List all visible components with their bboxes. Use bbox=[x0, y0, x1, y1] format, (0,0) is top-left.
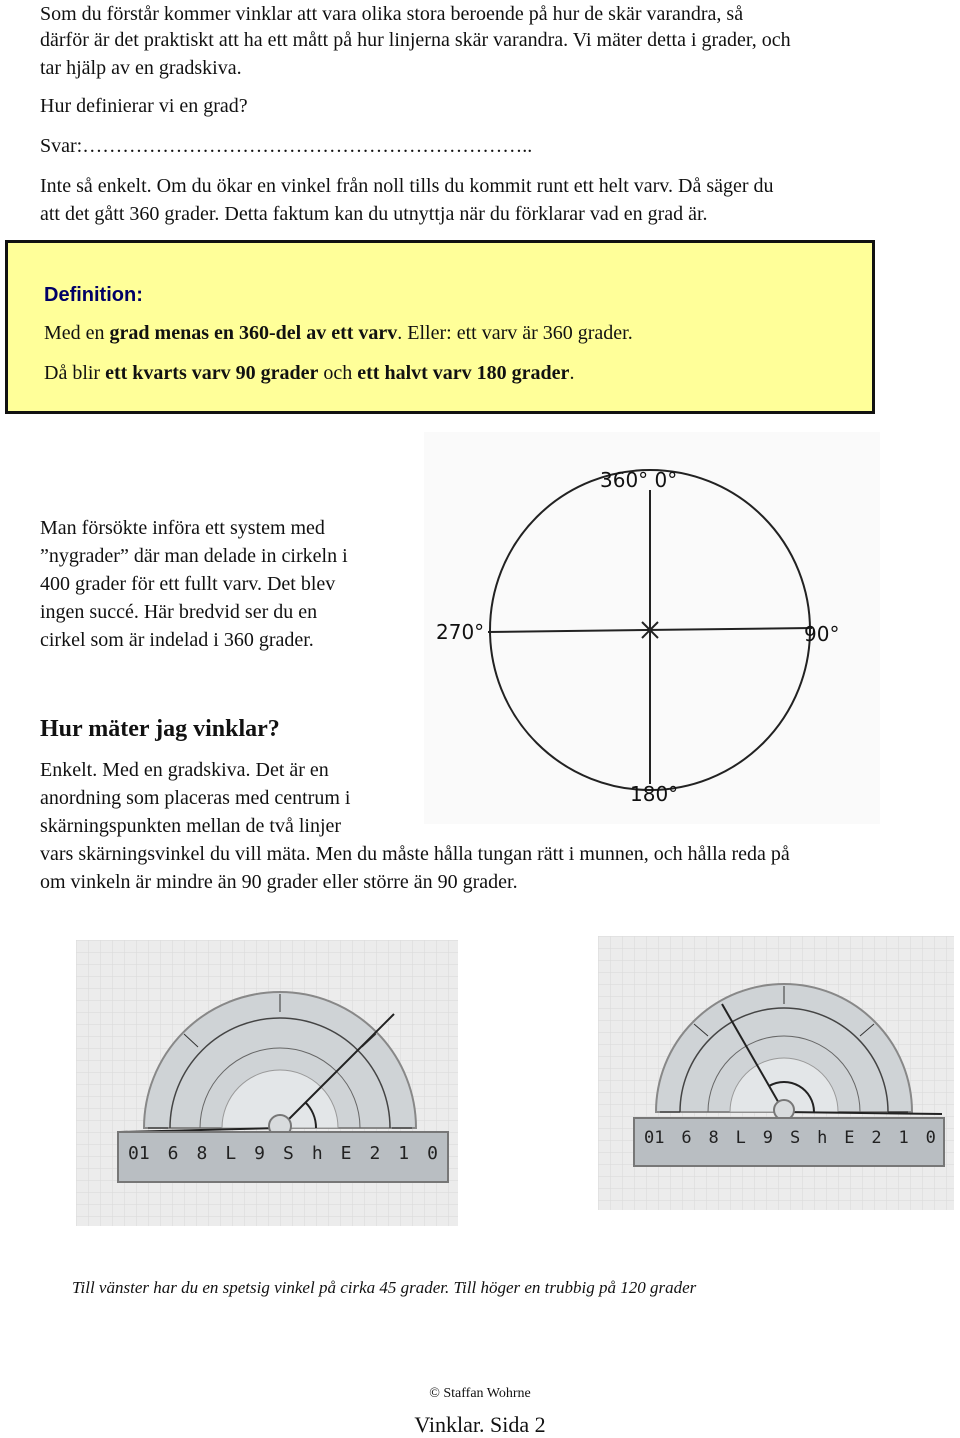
photo-caption: Till vänster har du en spetsig vinkel på cirka 45 grader. Till höger en trubbig på 120 grader bbox=[72, 1278, 697, 1297]
ruler-digit: L bbox=[225, 1143, 237, 1164]
definition-line-2-e: . bbox=[569, 362, 575, 384]
intro-line-2: därför är det praktiskt att ha ett mått på hur linjerna skär varandra. Vi mäter detta i grader, och bbox=[40, 29, 791, 51]
nygrader-line-1: Man försökte införa ett system med bbox=[40, 517, 325, 539]
ruler-digit: 2 bbox=[871, 1128, 882, 1148]
ruler-digit: 01 bbox=[644, 1128, 665, 1148]
label-360-0: 360° 0° bbox=[600, 468, 678, 492]
definition-line-1-c: . Eller: ett varv är 360 grader. bbox=[397, 322, 633, 344]
ruler-digits-right bbox=[644, 1128, 936, 1148]
definition-line-1-b: grad menas en 360-del av ett varv bbox=[109, 322, 398, 344]
protractor-photo-45 bbox=[76, 940, 458, 1226]
definition-box bbox=[5, 240, 875, 414]
ruler-digit: 1 bbox=[898, 1128, 909, 1148]
intro-line-3: tar hjälp av en gradskiva. bbox=[40, 57, 242, 79]
measure-line-4: vars skärningsvinkel du vill mäta. Men du måste hålla tungan rätt i munnen, och hålla reda på bbox=[40, 843, 790, 865]
measure-line-3: skärningspunkten mellan de två linjer bbox=[40, 815, 342, 837]
ruler-digit: 0 bbox=[925, 1128, 936, 1148]
intro-line-1: Som du förstår kommer vinklar att vara olika stora beroende på hur de skär varandra, så bbox=[40, 3, 744, 25]
intro-line-5: att det gått 360 grader. Detta faktum kan du utnyttja när du förklarar vad en grad är. bbox=[40, 203, 708, 225]
answer-line: Svar:………………………………………………………….. bbox=[40, 135, 533, 157]
ruler-digits-left bbox=[128, 1143, 438, 1164]
definition-line-1-a: Med en bbox=[44, 322, 110, 344]
ruler-digit: 8 bbox=[708, 1128, 719, 1148]
measure-line-5: om vinkeln är mindre än 90 grader eller större än 90 grader. bbox=[40, 871, 518, 893]
definition-line-2-c: och bbox=[318, 362, 358, 384]
ruler-digit: 01 bbox=[128, 1143, 150, 1164]
protractor-45-drawing bbox=[76, 940, 458, 1226]
copyright: © Staffan Wohrne bbox=[429, 1386, 531, 1401]
definition-line-2-a: Då blir bbox=[44, 362, 106, 384]
label-90: 90° bbox=[804, 622, 840, 646]
ruler-digit: 1 bbox=[398, 1143, 410, 1164]
page-number: Vinklar. Sida 2 bbox=[414, 1412, 546, 1437]
definition-title: Definition: bbox=[44, 284, 143, 306]
ruler-digit: S bbox=[282, 1143, 294, 1164]
ruler-digit: 2 bbox=[369, 1143, 381, 1164]
intro-question: Hur definierar vi en grad? bbox=[40, 95, 248, 117]
ruler-digit: E bbox=[340, 1143, 352, 1164]
definition-line-2-d: ett halvt varv 180 grader bbox=[357, 362, 570, 384]
definition-line-1 bbox=[44, 319, 633, 347]
ruler-digit: 9 bbox=[254, 1143, 265, 1164]
ruler-digit: 6 bbox=[681, 1128, 692, 1148]
intro-line-4: Inte så enkelt. Om du ökar en vinkel från noll tills du kommit runt ett helt varv. Då säger du bbox=[40, 175, 774, 197]
ruler-digit: 0 bbox=[427, 1143, 438, 1164]
measure-line-1: Enkelt. Med en gradskiva. Det är en bbox=[40, 759, 329, 781]
label-180: 180° bbox=[630, 782, 679, 806]
ruler-digit: h bbox=[817, 1128, 828, 1148]
ruler-digit: 6 bbox=[167, 1143, 179, 1164]
definition-line-2-b: ett kvarts varv 90 grader bbox=[105, 362, 319, 384]
nygrader-line-5: cirkel som är indelad i 360 grader. bbox=[40, 629, 314, 651]
label-270: 270° bbox=[436, 620, 485, 644]
ruler-digit: S bbox=[789, 1128, 801, 1148]
measure-heading: Hur mäter jag vinklar? bbox=[40, 716, 280, 742]
nygrader-line-2: ”nygrader” där man delade in cirkeln i bbox=[40, 545, 348, 567]
nygrader-line-3: 400 grader för ett fullt varv. Det blev bbox=[40, 573, 336, 595]
nygrader-line-4: ingen succé. Här bredvid ser du en bbox=[40, 601, 318, 623]
definition-line-2 bbox=[44, 359, 574, 387]
protractor-120-drawing bbox=[598, 936, 954, 1210]
protractor-photo-120 bbox=[598, 936, 954, 1210]
ruler-digit: h bbox=[311, 1143, 323, 1164]
ruler-digit: 8 bbox=[196, 1143, 208, 1164]
circle-figure bbox=[424, 432, 880, 824]
measure-line-2: anordning som placeras med centrum i bbox=[40, 787, 351, 809]
ruler-digit: L bbox=[735, 1128, 746, 1148]
ruler-digit: E bbox=[844, 1128, 855, 1148]
ruler-digit: 9 bbox=[762, 1128, 774, 1148]
